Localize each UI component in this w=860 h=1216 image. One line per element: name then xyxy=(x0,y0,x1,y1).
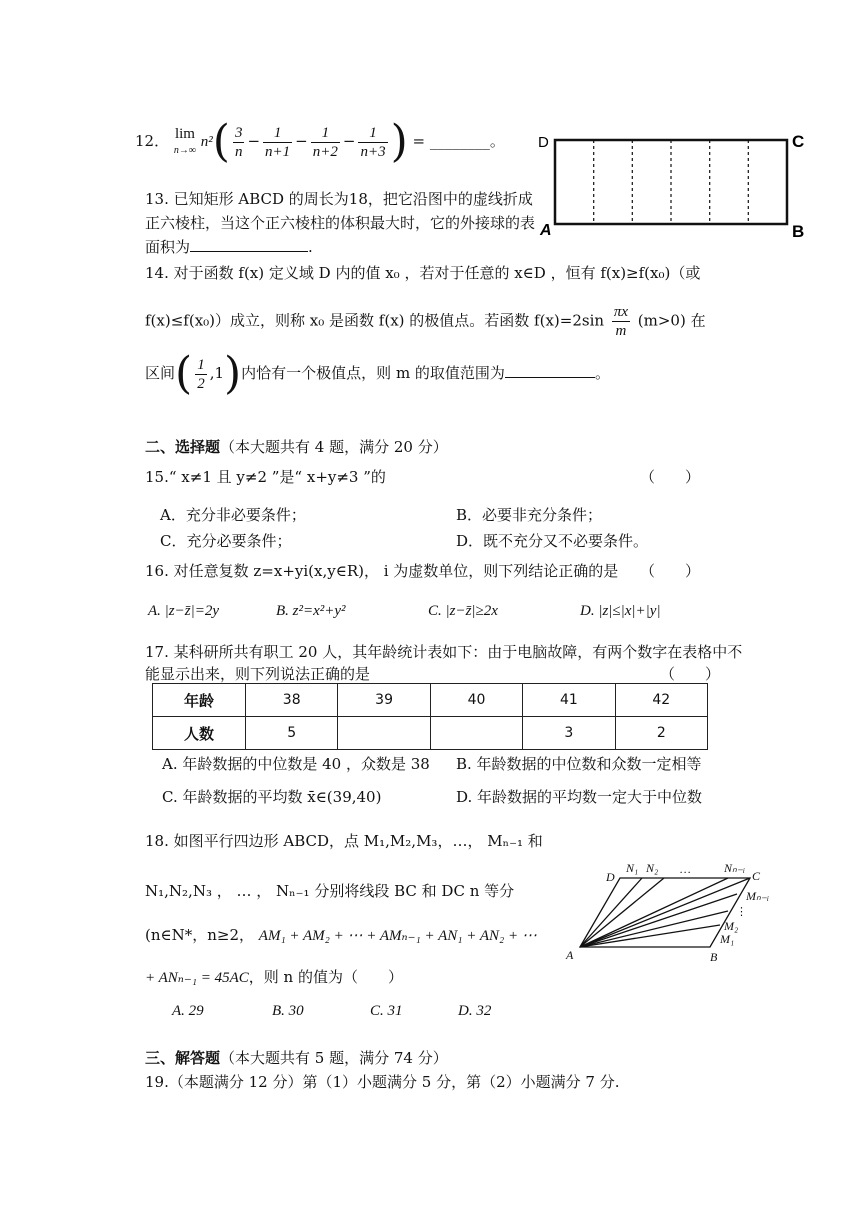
section-2-heading: 二、选择题（本大题共有 4 题，满分 20 分） xyxy=(145,438,448,456)
para-label-dots: … xyxy=(680,862,691,876)
q16-option-a: A. |z−z̄|=2y xyxy=(148,603,219,619)
para-label-m2: M₂ xyxy=(724,919,739,933)
table-header-count: 人数 xyxy=(153,717,246,750)
q16-option-c: C. |z−z̄|≥2x xyxy=(428,603,498,619)
q15-bracket: （ ） xyxy=(640,468,701,486)
table-cell xyxy=(338,717,430,750)
para-label-d: D xyxy=(606,870,615,884)
q16-stem: 16. 对任意复数 z=x+yi(x,y∈R)， i 为虚数单位，则下列结论正确的是 xyxy=(145,562,619,580)
table-row xyxy=(153,684,708,717)
q18-line3: (n∈N*，n≥2， AM₁ + AM₂ + ⋯ + AMₙ₋₁ + AN₁ + AN₂ + ⋯ xyxy=(145,926,537,944)
para-label-c: C xyxy=(752,869,761,883)
para-label-nn: Nₙ₋ᵢ xyxy=(724,861,746,875)
q12-tail: = ________。 xyxy=(412,132,505,150)
q14-frac-num: πx xyxy=(613,304,628,320)
q16-option-b: B. z²=x²+y² xyxy=(276,603,346,619)
rect-label-d: D xyxy=(538,134,549,151)
q12-frac-2: $\frac{1}{n+1}$ xyxy=(265,124,291,160)
table-cell: 38 xyxy=(246,684,338,717)
rect-label-a: A xyxy=(540,222,552,239)
q13-line1: 13. 已知矩形 ABCD 的周长为18，把它沿图中的虚线折成 xyxy=(145,190,533,208)
q17-bracket: （ ） xyxy=(660,665,721,683)
q18-line2: N₁,N₂,N₃ ， … ， Nₙ₋₁ 分别将线段 BC 和 DC n 等分 xyxy=(145,882,515,900)
q13-line3: 面积为 . xyxy=(145,238,313,256)
q12-n2: n² xyxy=(200,134,213,150)
table-header-age: 年龄 xyxy=(153,684,246,717)
q12: 12． lim n→∞ n²( $\frac{3}{n}$ − $\frac{1}{n+1}$ − $\frac{1}{n+2}$ − $\frac{1}{n+3}$ ) = ________。 xyxy=(135,116,505,167)
q15-option-a: A．充分非必要条件； xyxy=(160,506,306,524)
svg-text:⋮: ⋮ xyxy=(736,905,747,918)
q19-text: 19.（本题满分 12 分）第（1）小题满分 5 分，第（2）小题满分 7 分. xyxy=(145,1073,620,1091)
q17-line1: 17. 某科研所共有职工 20 人，其年龄统计表如下：由于电脑故障，有两个数字在表格中不 xyxy=(145,643,743,661)
table-cell: 2 xyxy=(615,717,707,750)
q12-lim: lim xyxy=(174,126,195,142)
age-table xyxy=(152,683,708,750)
q15-option-c: C．充分必要条件； xyxy=(160,532,292,550)
q18-line4: + ANₙ₋₁ = 45AC，则 n 的值为（ ） xyxy=(145,968,403,986)
table-cell: 5 xyxy=(246,717,338,750)
q12-frac-4: $\frac{1}{n+3}$ xyxy=(360,124,386,160)
table-cell: 40 xyxy=(430,684,522,717)
para-label-a: A xyxy=(566,948,574,962)
table-cell: 39 xyxy=(338,684,430,717)
rect-label-c: C xyxy=(792,132,805,151)
q12-frac-1: $\frac{3}{n}$ xyxy=(234,124,243,160)
q12-lim-sub: n→∞ xyxy=(173,145,197,156)
q15-option-d: D．既不充分又不必要条件。 xyxy=(456,532,649,550)
para-label-b: B xyxy=(710,950,718,964)
table-cell: 41 xyxy=(523,684,615,717)
q17-option-a: A. 年龄数据的中位数是 40 ，众数是 38 xyxy=(162,755,430,773)
q17-option-b: B. 年龄数据的中位数和众数一定相等 xyxy=(456,755,702,773)
table-cell: 42 xyxy=(615,684,707,717)
q15-stem: 15.“ x≠1 且 y≠2 ”是“ x+y≠3 ”的 xyxy=(145,468,386,486)
table-cell: 3 xyxy=(523,717,615,750)
q18-line1: 18. 如图平行四边形 ABCD，点 M₁,M₂,M₃，…， Mₙ₋₁ 和 xyxy=(145,832,543,850)
q15-option-b: B．必要非充分条件； xyxy=(456,506,603,524)
para-label-n1: N₁ xyxy=(626,861,639,875)
rect-label-b: B xyxy=(792,222,805,240)
rectangle-figure xyxy=(530,125,820,240)
q16-bracket: （ ） xyxy=(640,562,701,580)
q17-option-c: C. 年龄数据的平均数 x̄∈(39,40) xyxy=(162,788,382,806)
q14-line2: f(x)≤f(x₀)）成立，则称 x₀ 是函数 f(x) 的极值点。若函数 f(x)=2sin $\frac{\pi x}{m}$ (m>0) 在 xyxy=(145,304,706,339)
q18-option-b: B. 30 xyxy=(272,1003,304,1019)
q13-line2: 正六棱柱，当这个正六棱柱的体积最大时，它的外接球的表 xyxy=(145,214,536,232)
para-label-m1: M₁ xyxy=(720,932,735,946)
section-3-heading: 三、解答题（本大题共有 5 题，满分 74 分） xyxy=(145,1049,448,1067)
q17-option-d: D. 年龄数据的平均数一定大于中位数 xyxy=(456,788,703,806)
q12-number: 12． xyxy=(135,132,170,150)
para-label-mn: Mₙ₋ᵢ xyxy=(746,889,770,903)
para-label-n2: N₂ xyxy=(646,861,659,875)
q17-line2: 能显示出来，则下列说法正确的是 xyxy=(145,665,371,683)
parallelogram-figure xyxy=(560,855,790,970)
q12-frac-3: $\frac{1}{n+2}$ xyxy=(312,124,338,160)
table-row xyxy=(153,717,708,750)
q18-option-a: A. 29 xyxy=(172,1003,204,1019)
q18-option-d: D. 32 xyxy=(458,1003,492,1019)
q16-option-d: D. |z|≤|x|+|y| xyxy=(580,603,661,619)
q18-option-c: C. 31 xyxy=(370,1003,403,1019)
q14-line1: 14. 对于函数 f(x) 定义域 D 内的值 x₀ ，若对于任意的 x∈D ，恒有 f(x)≥f(x₀)（或 xyxy=(145,264,701,282)
q14-frac-den: m xyxy=(615,323,627,339)
q14-line3: 区间( $\frac{1}{2}$ ,1)内恰有一个极值点，则 m 的取值范围为 。 xyxy=(145,348,610,399)
table-cell xyxy=(430,717,522,750)
